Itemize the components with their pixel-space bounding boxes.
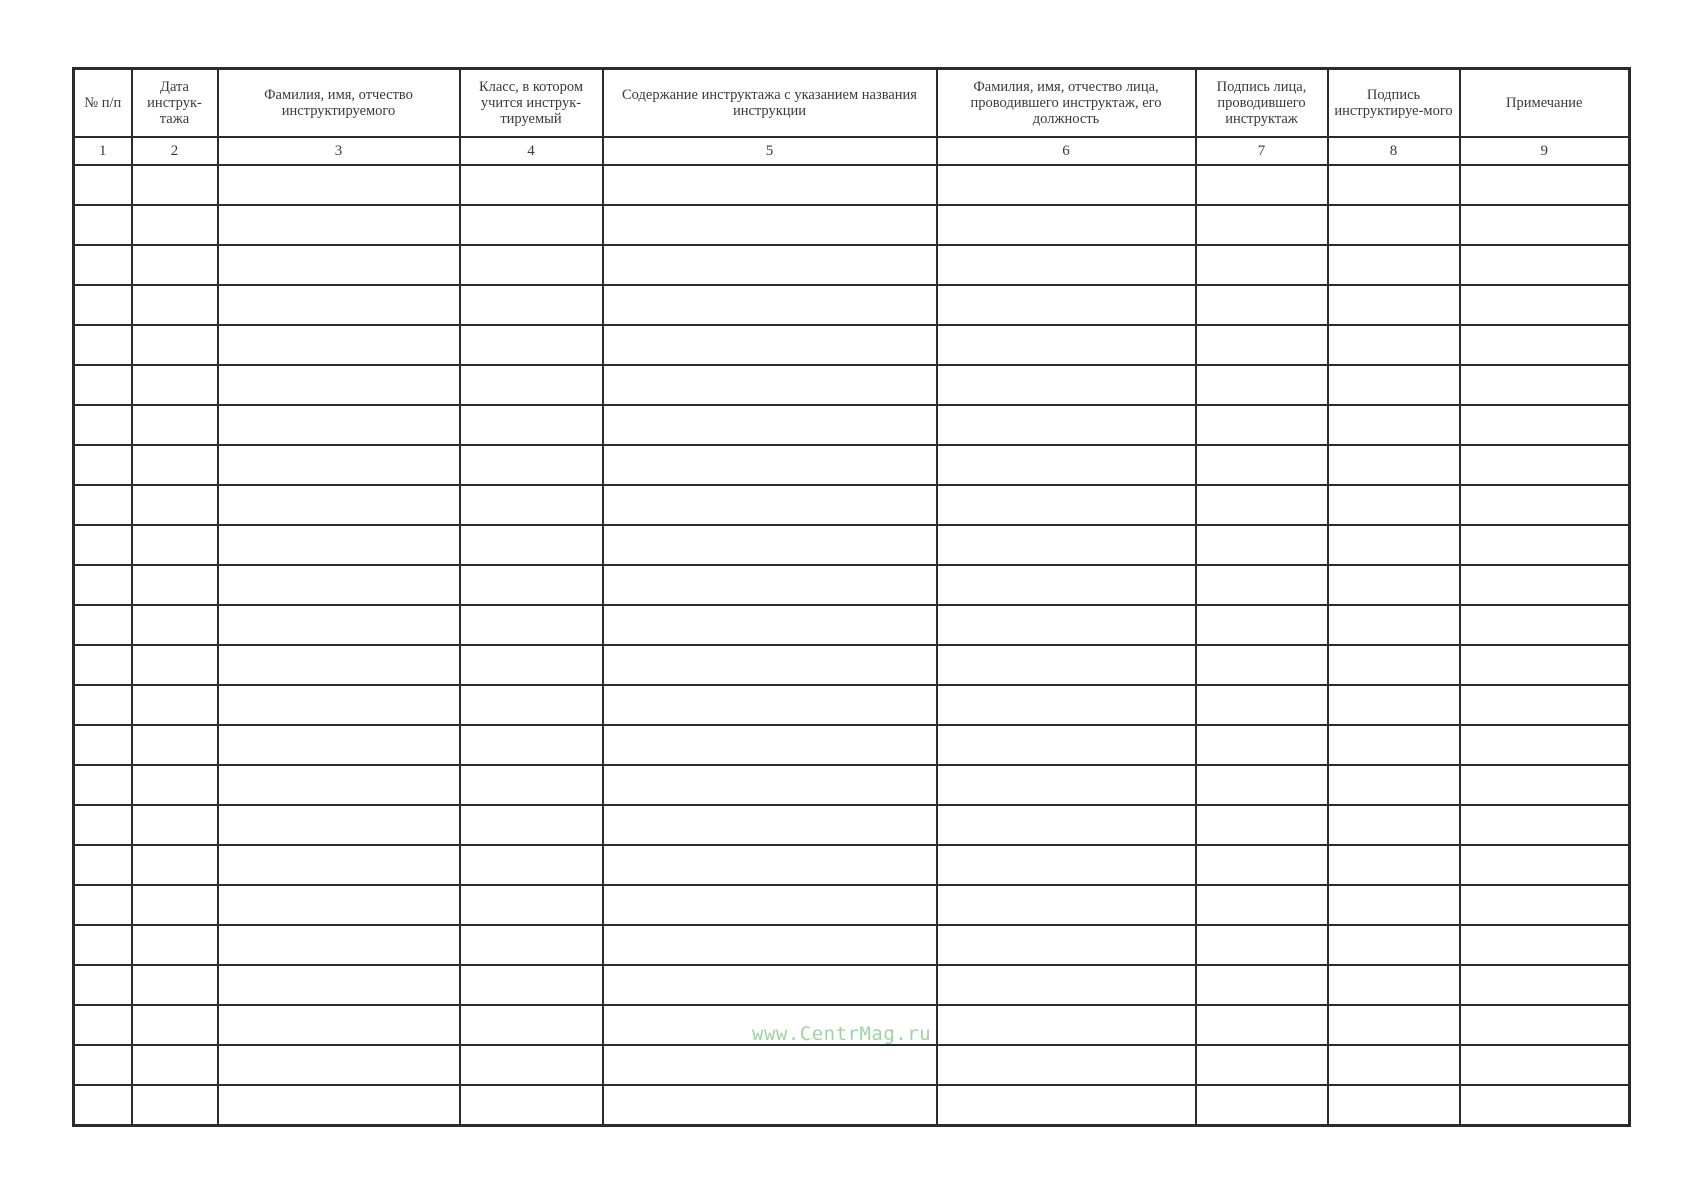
table-cell[interactable] <box>1460 925 1630 965</box>
table-cell[interactable] <box>1196 805 1328 845</box>
table-cell[interactable] <box>1196 165 1328 205</box>
table-cell[interactable] <box>218 165 460 205</box>
table-cell[interactable] <box>1328 1085 1460 1126</box>
table-cell[interactable] <box>603 885 937 925</box>
table-cell[interactable] <box>74 605 132 645</box>
table-cell[interactable] <box>74 285 132 325</box>
table-cell[interactable] <box>1328 325 1460 365</box>
table-cell[interactable] <box>460 605 603 645</box>
column-header: Подпись лица, проводившего инструктаж <box>1196 69 1328 138</box>
table-cell[interactable] <box>1328 1045 1460 1085</box>
table-cell[interactable] <box>218 405 460 445</box>
table-cell[interactable] <box>603 485 937 525</box>
table-cell[interactable] <box>132 1085 218 1126</box>
table-cell[interactable] <box>937 925 1196 965</box>
table-cell[interactable] <box>1196 285 1328 325</box>
table-cell[interactable] <box>1460 565 1630 605</box>
table-cell[interactable] <box>1460 805 1630 845</box>
table-cell[interactable] <box>603 765 937 805</box>
table-cell[interactable] <box>603 925 937 965</box>
table-cell[interactable] <box>603 205 937 245</box>
table-cell[interactable] <box>218 1085 460 1126</box>
table-cell[interactable] <box>603 605 937 645</box>
table-row <box>74 405 1630 445</box>
table-cell[interactable] <box>1460 205 1630 245</box>
table-row <box>74 245 1630 285</box>
table-cell[interactable] <box>1460 325 1630 365</box>
table-cell[interactable] <box>460 165 603 205</box>
table-cell[interactable] <box>1196 645 1328 685</box>
table-cell[interactable] <box>937 405 1196 445</box>
table-cell[interactable] <box>603 685 937 725</box>
column-number: 2 <box>132 137 218 165</box>
table-cell[interactable] <box>1328 205 1460 245</box>
table-cell[interactable] <box>218 965 460 1005</box>
table-cell[interactable] <box>603 325 937 365</box>
table-cell[interactable] <box>1196 925 1328 965</box>
table-cell[interactable] <box>1328 925 1460 965</box>
table-cell[interactable] <box>1196 445 1328 485</box>
table-cell[interactable] <box>1196 1005 1328 1045</box>
column-number: 8 <box>1328 137 1460 165</box>
table-cell[interactable] <box>74 1005 132 1045</box>
table-cell[interactable] <box>460 965 603 1005</box>
table-cell[interactable] <box>603 1045 937 1085</box>
table-cell[interactable] <box>1460 885 1630 925</box>
table-cell[interactable] <box>218 365 460 405</box>
table-cell[interactable] <box>132 725 218 765</box>
table-cell[interactable] <box>218 525 460 565</box>
table-cell[interactable] <box>132 645 218 685</box>
table-cell[interactable] <box>460 1085 603 1126</box>
table-cell[interactable] <box>218 805 460 845</box>
table-cell[interactable] <box>460 645 603 685</box>
table-cell[interactable] <box>132 405 218 445</box>
table-cell[interactable] <box>74 165 132 205</box>
table-cell[interactable] <box>74 405 132 445</box>
column-number: 4 <box>460 137 603 165</box>
table-cell[interactable] <box>937 885 1196 925</box>
table-row <box>74 165 1630 205</box>
table-cell[interactable] <box>937 725 1196 765</box>
table-cell[interactable] <box>74 925 132 965</box>
table-row <box>74 565 1630 605</box>
table-cell[interactable] <box>218 765 460 805</box>
table-cell[interactable] <box>74 1085 132 1126</box>
table-cell[interactable] <box>603 245 937 285</box>
table-cell[interactable] <box>1196 1085 1328 1126</box>
table-cell[interactable] <box>1460 965 1630 1005</box>
table-cell[interactable] <box>218 285 460 325</box>
table-cell[interactable] <box>937 845 1196 885</box>
table-cell[interactable] <box>1328 1005 1460 1045</box>
table-cell[interactable] <box>937 525 1196 565</box>
column-number-row <box>74 137 1630 165</box>
table-cell[interactable] <box>937 685 1196 725</box>
table-cell[interactable] <box>1196 725 1328 765</box>
column-number: 3 <box>218 137 460 165</box>
table-cell[interactable] <box>1196 605 1328 645</box>
table-row <box>74 525 1630 565</box>
column-number: 7 <box>1196 137 1328 165</box>
table-row <box>74 365 1630 405</box>
table-row <box>74 1085 1630 1126</box>
table-cell[interactable] <box>74 565 132 605</box>
table-cell[interactable] <box>1328 405 1460 445</box>
table-cell[interactable] <box>937 965 1196 1005</box>
table-cell[interactable] <box>460 285 603 325</box>
table-cell[interactable] <box>937 205 1196 245</box>
table-row <box>74 285 1630 325</box>
column-header: Фамилия, имя, отчество лица, проводившего инструктаж, его должность <box>937 69 1196 138</box>
table-cell[interactable] <box>1196 845 1328 885</box>
table-cell[interactable] <box>1460 445 1630 485</box>
table-cell[interactable] <box>603 845 937 885</box>
table-cell[interactable] <box>218 325 460 365</box>
table-cell[interactable] <box>132 685 218 725</box>
table-cell[interactable] <box>460 325 603 365</box>
table-cell[interactable] <box>74 885 132 925</box>
table-cell[interactable] <box>1196 245 1328 285</box>
table-cell[interactable] <box>937 325 1196 365</box>
table-cell[interactable] <box>74 245 132 285</box>
table-cell[interactable] <box>132 605 218 645</box>
table-cell[interactable] <box>1460 1005 1630 1045</box>
table-cell[interactable] <box>1196 885 1328 925</box>
table-cell[interactable] <box>74 205 132 245</box>
table-cell[interactable] <box>132 885 218 925</box>
column-number: 9 <box>1460 137 1630 165</box>
table-cell[interactable] <box>218 565 460 605</box>
journal-sheet <box>72 67 1628 1135</box>
table-cell[interactable] <box>460 365 603 405</box>
table-cell[interactable] <box>218 445 460 485</box>
table-cell[interactable] <box>460 1045 603 1085</box>
table-row <box>74 485 1630 525</box>
table-cell[interactable] <box>132 165 218 205</box>
table-cell[interactable] <box>460 845 603 885</box>
table-cell[interactable] <box>1460 1085 1630 1126</box>
table-cell[interactable] <box>1328 805 1460 845</box>
table-cell[interactable] <box>937 245 1196 285</box>
table-cell[interactable] <box>1460 645 1630 685</box>
table-cell[interactable] <box>603 525 937 565</box>
table-cell[interactable] <box>132 765 218 805</box>
table-cell[interactable] <box>603 365 937 405</box>
table-cell[interactable] <box>132 365 218 405</box>
table-cell[interactable] <box>74 965 132 1005</box>
column-header: Класс, в котором учится инструк-тируемый <box>460 69 603 138</box>
table-cell[interactable] <box>460 1005 603 1045</box>
table-cell[interactable] <box>937 605 1196 645</box>
table-cell[interactable] <box>1460 165 1630 205</box>
table-cell[interactable] <box>1460 405 1630 445</box>
table-cell[interactable] <box>1196 525 1328 565</box>
table-cell[interactable] <box>460 925 603 965</box>
table-cell[interactable] <box>132 925 218 965</box>
table-cell[interactable] <box>1196 765 1328 805</box>
table-cell[interactable] <box>1196 365 1328 405</box>
table-cell[interactable] <box>1328 565 1460 605</box>
table-cell[interactable] <box>1196 565 1328 605</box>
table-row <box>74 845 1630 885</box>
table-cell[interactable] <box>1328 605 1460 645</box>
table-cell[interactable] <box>1460 685 1630 725</box>
table-row <box>74 725 1630 765</box>
table-cell[interactable] <box>1328 445 1460 485</box>
table-cell[interactable] <box>1328 245 1460 285</box>
table-cell[interactable] <box>603 405 937 445</box>
table-cell[interactable] <box>1196 485 1328 525</box>
table-cell[interactable] <box>937 1005 1196 1045</box>
table-cell[interactable] <box>1328 365 1460 405</box>
table-cell[interactable] <box>218 685 460 725</box>
table-row <box>74 205 1630 245</box>
column-header: Дата инструк-тажа <box>132 69 218 138</box>
table-cell[interactable] <box>218 885 460 925</box>
table-cell[interactable] <box>1460 525 1630 565</box>
table-cell[interactable] <box>132 445 218 485</box>
column-header: № п/п <box>74 69 132 138</box>
table-cell[interactable] <box>1460 485 1630 525</box>
table-cell[interactable] <box>1328 645 1460 685</box>
table-cell[interactable] <box>132 805 218 845</box>
table-cell[interactable] <box>1328 685 1460 725</box>
table-cell[interactable] <box>1328 165 1460 205</box>
table-cell[interactable] <box>74 765 132 805</box>
table-cell[interactable] <box>1328 485 1460 525</box>
table-cell[interactable] <box>132 325 218 365</box>
table-cell[interactable] <box>132 525 218 565</box>
table-cell[interactable] <box>132 1045 218 1085</box>
table-cell[interactable] <box>132 845 218 885</box>
table-cell[interactable] <box>603 285 937 325</box>
header-row <box>74 69 1630 138</box>
table-cell[interactable] <box>460 525 603 565</box>
table-cell[interactable] <box>460 245 603 285</box>
table-cell[interactable] <box>1196 325 1328 365</box>
table-cell[interactable] <box>74 325 132 365</box>
table-cell[interactable] <box>218 645 460 685</box>
table-cell[interactable] <box>74 685 132 725</box>
table-cell[interactable] <box>460 445 603 485</box>
table-cell[interactable] <box>937 805 1196 845</box>
table-cell[interactable] <box>1460 605 1630 645</box>
table-cell[interactable] <box>603 805 937 845</box>
table-cell[interactable] <box>218 245 460 285</box>
table-cell[interactable] <box>1328 765 1460 805</box>
table-cell[interactable] <box>603 165 937 205</box>
table-cell[interactable] <box>937 1085 1196 1126</box>
table-row <box>74 445 1630 485</box>
table-cell[interactable] <box>74 805 132 845</box>
table-cell[interactable] <box>603 645 937 685</box>
column-header: Примечание <box>1460 69 1630 138</box>
table-row <box>74 605 1630 645</box>
table-cell[interactable] <box>132 205 218 245</box>
table-row <box>74 685 1630 725</box>
table-cell[interactable] <box>132 565 218 605</box>
table-cell[interactable] <box>132 285 218 325</box>
table-cell[interactable] <box>937 1045 1196 1085</box>
table-cell[interactable] <box>937 645 1196 685</box>
table-cell[interactable] <box>74 1045 132 1085</box>
table-cell[interactable] <box>74 845 132 885</box>
table-cell[interactable] <box>1460 845 1630 885</box>
table-cell[interactable] <box>937 565 1196 605</box>
table-row <box>74 885 1630 925</box>
table-cell[interactable] <box>1460 725 1630 765</box>
table-cell[interactable] <box>937 365 1196 405</box>
table-row <box>74 925 1630 965</box>
table-cell[interactable] <box>1460 1045 1630 1085</box>
table-cell[interactable] <box>460 205 603 245</box>
table-cell[interactable] <box>603 445 937 485</box>
table-cell[interactable] <box>74 445 132 485</box>
table-cell[interactable] <box>937 285 1196 325</box>
table-cell[interactable] <box>460 765 603 805</box>
table-cell[interactable] <box>460 805 603 845</box>
table-cell[interactable] <box>132 1005 218 1045</box>
table-cell[interactable] <box>937 445 1196 485</box>
table-cell[interactable] <box>460 565 603 605</box>
table-row <box>74 765 1630 805</box>
table-cell[interactable] <box>937 765 1196 805</box>
table-cell[interactable] <box>132 485 218 525</box>
instruction-journal-table <box>72 67 1631 1127</box>
watermark-text: www.CentrMag.ru <box>752 1023 932 1045</box>
table-cell[interactable] <box>218 205 460 245</box>
table-cell[interactable] <box>937 485 1196 525</box>
table-row <box>74 325 1630 365</box>
table-cell[interactable] <box>74 645 132 685</box>
table-cell[interactable] <box>1196 205 1328 245</box>
table-cell[interactable] <box>1460 245 1630 285</box>
table-row <box>74 965 1630 1005</box>
table-cell[interactable] <box>1196 965 1328 1005</box>
table-cell[interactable] <box>74 365 132 405</box>
column-header: Содержание инструктажа с указанием названия инструкции <box>603 69 937 138</box>
table-cell[interactable] <box>460 405 603 445</box>
table-cell[interactable] <box>74 485 132 525</box>
table-cell[interactable] <box>1460 365 1630 405</box>
table-cell[interactable] <box>74 525 132 565</box>
column-number: 1 <box>74 137 132 165</box>
table-row <box>74 805 1630 845</box>
table-cell[interactable] <box>1196 1045 1328 1085</box>
table-cell[interactable] <box>218 725 460 765</box>
table-cell[interactable] <box>218 1005 460 1045</box>
table-cell[interactable] <box>937 165 1196 205</box>
table-cell[interactable] <box>1196 685 1328 725</box>
table-cell[interactable] <box>1328 285 1460 325</box>
column-header: Подпись инструктируе-мого <box>1328 69 1460 138</box>
column-number: 5 <box>603 137 937 165</box>
table-cell[interactable] <box>218 1045 460 1085</box>
table-cell[interactable] <box>218 845 460 885</box>
table-cell[interactable] <box>218 925 460 965</box>
column-number: 6 <box>937 137 1196 165</box>
table-cell[interactable] <box>1328 525 1460 565</box>
table-cell[interactable] <box>1460 285 1630 325</box>
table-row <box>74 1045 1630 1085</box>
table-cell[interactable] <box>460 685 603 725</box>
table-cell[interactable] <box>460 885 603 925</box>
table-cell[interactable] <box>1328 725 1460 765</box>
table-cell[interactable] <box>218 605 460 645</box>
table-cell[interactable] <box>132 245 218 285</box>
column-header: Фамилия, имя, отчество инструктируемого <box>218 69 460 138</box>
table-cell[interactable] <box>603 565 937 605</box>
table-cell[interactable] <box>218 485 460 525</box>
table-cell[interactable] <box>603 965 937 1005</box>
table-cell[interactable] <box>132 965 218 1005</box>
table-cell[interactable] <box>1328 845 1460 885</box>
table-row <box>74 645 1630 685</box>
table-cell[interactable] <box>74 725 132 765</box>
table-cell[interactable] <box>460 725 603 765</box>
table-cell[interactable] <box>1460 765 1630 805</box>
table-cell[interactable] <box>1196 405 1328 445</box>
table-cell[interactable] <box>1328 885 1460 925</box>
journal-body <box>74 165 1630 1126</box>
table-cell[interactable] <box>603 725 937 765</box>
table-cell[interactable] <box>1328 965 1460 1005</box>
table-cell[interactable] <box>460 485 603 525</box>
table-cell[interactable] <box>603 1085 937 1126</box>
